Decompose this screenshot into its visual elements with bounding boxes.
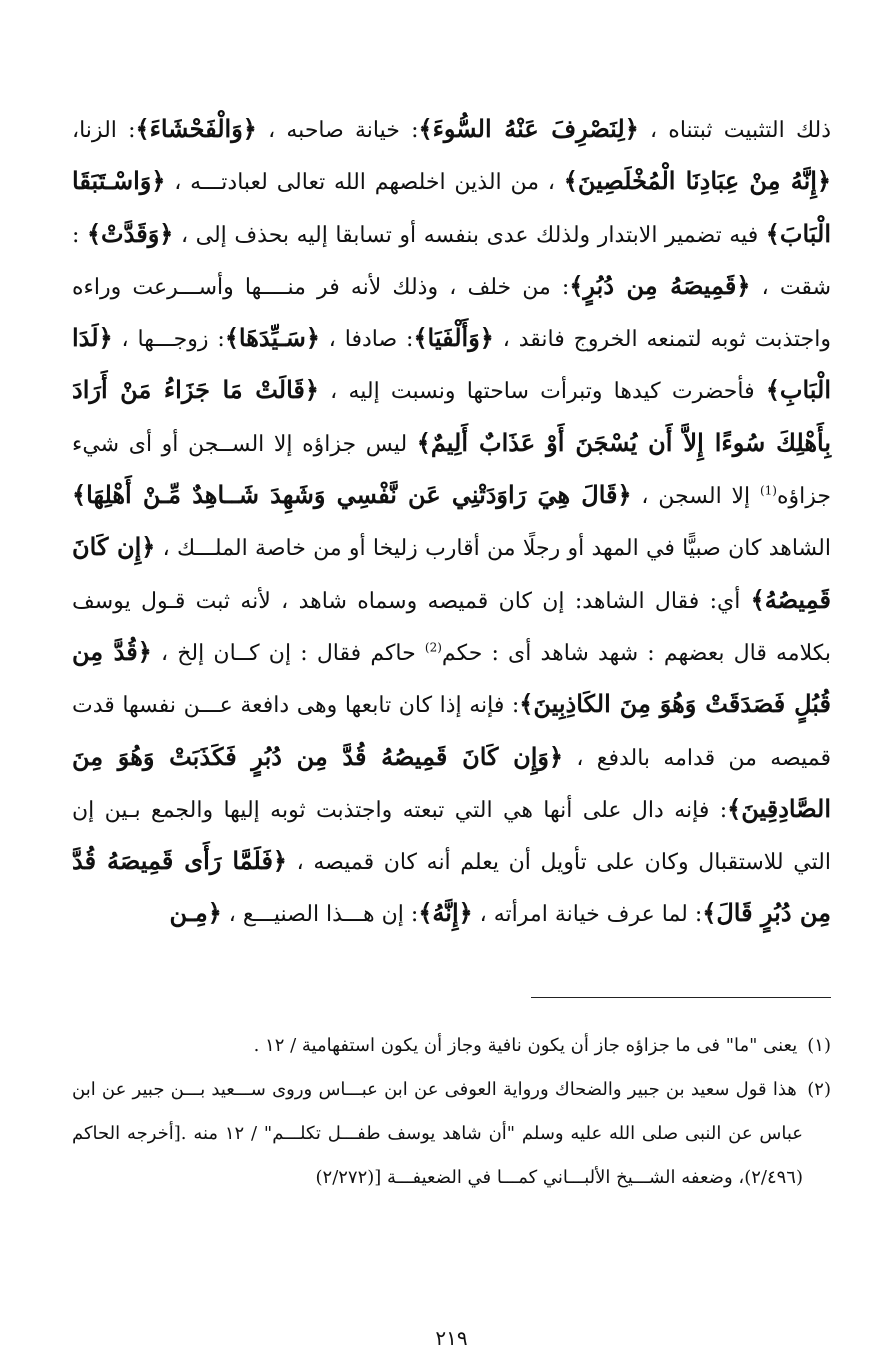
quran-quote: ﴿لِنَصْرِفَ عَنْهُ السُّوءَ﴾ (418, 114, 639, 143)
quran-quote: ﴿فَلَمَّا رَأَى قَمِيصَهُ قُدَّ مِن دُبُرٍ قَالَ﴾ (72, 846, 831, 928)
footnote-1-text: يعنى "ما" فى ما جزاؤه جاز أن يكون نافية وجاز أن يكون استفهامية / ١٢ . (253, 1035, 798, 1056)
footnote-2-text: هذا قول سعيد بن جبير والضحاك ورواية العوفى عن ابن عبـــاس وروى ســـعيد بـــن جبير عن ابن عباس عن النبى صلى الله عليه وسلم "أن شاهد يوسف طفـــل تكلـــم" / ١٢ منه .[أخرجه الحاكم (٢/٤٩٦)، وضعفه الشـــيخ الألبـــاني كمـــا في الضعيفـــة [(٢/٢٧٢) (72, 1079, 804, 1188)
commentary-text: : من خلف ، وذلك لأنه فر منــــها وأســـرعت وراءه واجتذبت ثوبه لتمنعه الخروج فانقد ، (72, 274, 831, 353)
commentary-text: : خيانة صاحبه ، (256, 118, 419, 143)
quran-quote: ﴿وَإِن كَانَ قَمِيصُهُ قُدَّ مِن دُبُرٍ فَكَذَبَتْ وَهُوَ مِنَ الصَّادِقِينَ﴾ (72, 741, 831, 823)
quran-quote: ﴿لَدَا الْبَابِ﴾ (72, 323, 832, 405)
footnote-2-number: (٢) (807, 1079, 831, 1100)
quran-quote: ﴿وَقَدَّتْ﴾ (86, 218, 174, 248)
commentary-text: فأحضرت كيدها وتبرأت ساحتها ونسبت إليه ، (318, 379, 766, 405)
commentary-text: أي: فقال الشاهد: إن كان قميصه وسماه شاهد ، لأنه ثبت قـول يوسف بكلامه قال بعضهم : شهد شاهد أى : حكم (72, 588, 831, 666)
commentary-text: : صادفا ، (319, 327, 414, 353)
page (72, 104, 831, 1368)
quran-quote: ﴿قَالَتْ مَا جَزَاءُ مَنْ أَرَادَ بِأَهْلِكَ سُوءًا إِلاَّ أَن يُسْجَنَ أَوْ عَذَابٌ أَلِيمٌ﴾ (72, 375, 831, 457)
commentary-text: : إن هـــذا الصنيـــع ، (221, 902, 419, 928)
quran-quote: ﴿قَالَ هِيَ رَاوَدَتْنِي عَن نَّفْسِي وَشَهِدَ شَــاهِدٌ مِّـنْ أَهْلِهَا﴾ (72, 480, 632, 510)
quran-quote: ﴿سَـيِّدَهَا﴾ (224, 323, 320, 353)
quran-quote: ﴿وَأَلْفَيَا﴾ (413, 323, 494, 353)
commentary-text: ، من الذين اخلصهم الله تعالى لعبادتـــه ، (165, 170, 564, 196)
commentary-text: إلا السجن ، (631, 484, 760, 510)
commentary-text: : فإنه إذا كان تابعها وهى دافعة عـــن نفسها قدت قميصه من قدامه بالدفع ، (72, 693, 831, 771)
quran-quote: ﴿قُدَّ مِن قُبُلٍ فَصَدَقَتْ وَهُوَ مِنَ الكَاذِبِينَ﴾ (72, 636, 831, 719)
page-number: ٢١٩ (435, 1326, 468, 1350)
commentary-text: : فإنه دال على أنها هي التي تبعته واجتذبت ثوبه إليها والجمع بـين إن التي للاستقبال وكان على تأويل أن يعلم أنه كان قميصه ، (72, 797, 832, 876)
quran-quote: ﴿إِن كَانَ قَمِيصُهُ﴾ (72, 532, 831, 614)
commentary-text: : الزنا، (72, 118, 136, 143)
footnote-separator (531, 997, 831, 998)
commentary-text: : شقت ، (72, 222, 831, 300)
commentary-text: فيه تضمير الابتدار ولذلك عدى بنفسه أو تسابقا إليه بحذف إلى ، (173, 222, 766, 248)
commentary-text: : زوجـــها ، (112, 327, 225, 353)
commentary-text: : لما عرف خيانة امرأته ، (472, 902, 703, 928)
quran-quote: ﴿إِنَّهُ مِنْ عِبَادِنَا الْمُخْلَصِينَ﴾ (563, 166, 832, 196)
commentary-text: حاكم فقال : إن كــان إلخ ، (151, 640, 425, 666)
quran-quote: ﴿قَمِيصَهُ مِن دُبُرٍ﴾ (569, 270, 751, 300)
quran-quote: ﴿وَالْفَحْشَاءَ﴾ (135, 114, 257, 143)
footnote-marker[interactable]: (2) (424, 640, 442, 655)
quran-quote: ﴿مِـن (169, 898, 222, 928)
footnote-1-number: (١) (807, 1035, 831, 1056)
quran-quote: ﴿وَاسْـتَبَقَا الْبَابَ﴾ (72, 166, 831, 248)
commentary-text: ليس جزاؤه إلا الســجن أو أى شيء جزاؤه (72, 431, 831, 510)
footnotes (72, 1024, 831, 1200)
footnote-2 (72, 1068, 831, 1200)
main-text-body (72, 104, 831, 941)
quran-quote: ﴿إِنَّهُ﴾ (418, 898, 473, 928)
footnote-marker[interactable]: (1) (759, 483, 777, 498)
commentary-text: ذلك التثبيت ثبتناه ، (638, 118, 831, 143)
commentary-text: الشاهد كان صبيًّا في المهد أو رجلًا من أقارب زليخا أو من خاصة الملـــك ، (155, 536, 831, 562)
footnote-1 (72, 1024, 831, 1068)
